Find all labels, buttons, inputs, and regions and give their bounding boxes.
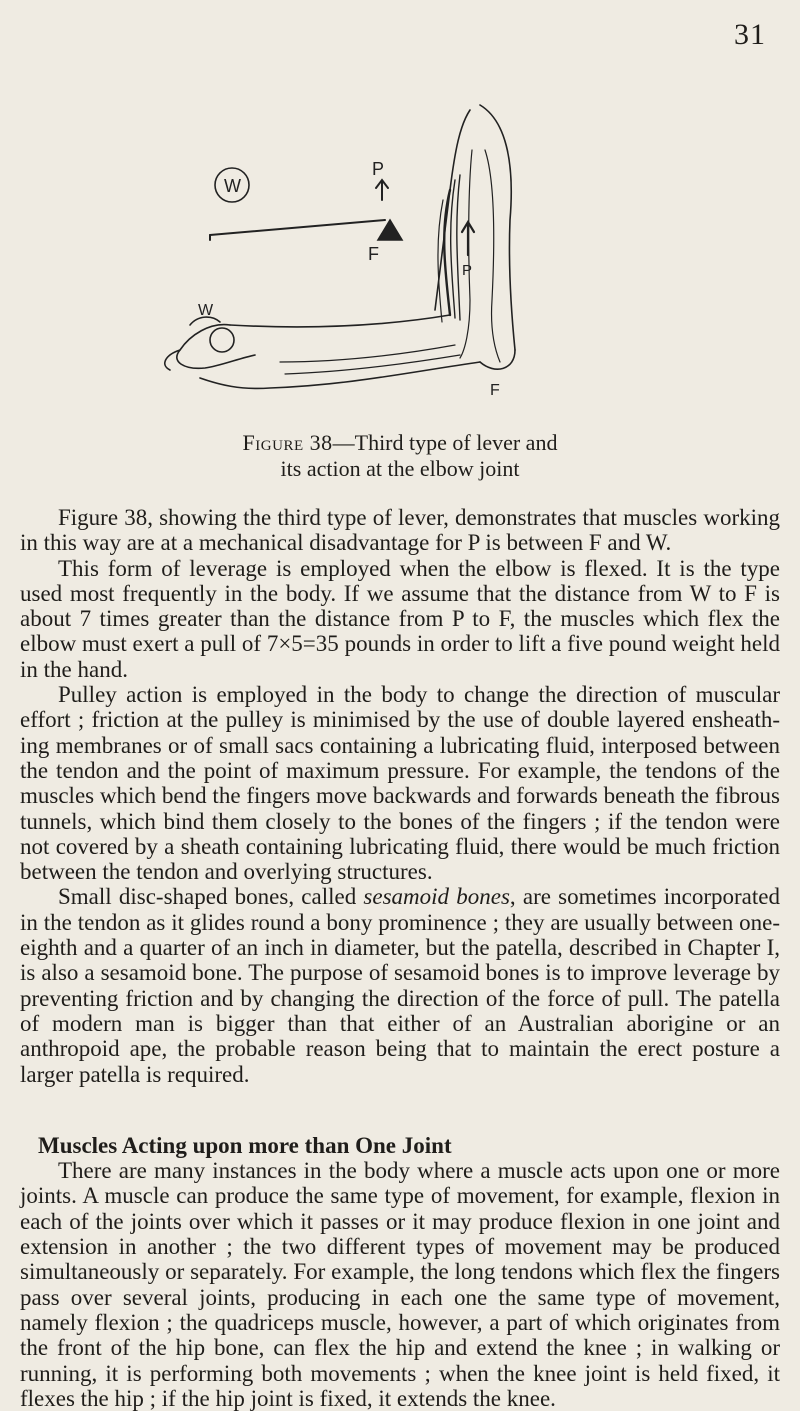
- paragraph-2: This form of leverage is employed when the elbow is flexed. It is the type used most frequently in the body. If we assume that the distance from W to F is about 7 times greater than the distance from P to F, the muscles which flex the elbow must exert a pull of 7×5=35 pounds in order to lift a five pound weight held in the hand.: [20, 555, 780, 682]
- weight-ball: [210, 328, 234, 352]
- elbow-lever-figure: [150, 100, 570, 430]
- figure-caption: [0, 430, 800, 482]
- page-number: 31: [734, 18, 766, 51]
- caption-line-1: [0, 430, 800, 456]
- paragraph-4-em: sesamoid bones: [363, 884, 510, 910]
- label-f-mid: F: [368, 244, 379, 264]
- forearm-top-outline: [230, 315, 450, 327]
- paragraph-5: There are many instances in the body where a muscle acts upon one or more joints. A muscle can produce the same type of movement, for example, flexion in each of the joints over which it passes or it may produce flexion in one joint and extension in another ; the two different types of movement may be produced simultaneously or separately. For example, the long tendons which flex the fingers pass over several joints, producing in each one the same type of movement, namely flexion ; the quadriceps muscle, however, a part of which originates from the front of the hip bone, can flex the hip and extend the knee ; in walking or running, it is performing both movements ; when the knee joint is held fixed, it flexes the hip ; if the hip joint is fixed, it extends the knee.: [20, 1158, 780, 1411]
- caption-rest: —Third type of lever and: [332, 430, 558, 455]
- upper-arm-outline-back: [480, 105, 515, 350]
- label-p-arm: P: [462, 262, 473, 279]
- caption-line-2: its action at the elbow joint: [280, 456, 520, 481]
- label-w-hand: W: [198, 302, 214, 319]
- caption-lead: Figure 38: [242, 430, 333, 455]
- paragraph-4: [20, 884, 780, 1086]
- label-f-elbow: F: [490, 382, 500, 399]
- paragraph-4-b: , are sometimes incorporated in the tendon as it glides round a bony prominence ; they are usually between one-eighth and a quarter of an inch in diameter, but the patella, described in Chapter I, is also a sesamoid bone. The purpose of sesamoid bones is to improve leverage by preventing friction and by changing the direction of the force of pull. The patella of modern man is bigger than that either of an Australian aborigine or an anthropoid ape, the probable reason being that to maintain the erect posture a larger patella is required.: [20, 884, 780, 1087]
- body-text: [0, 505, 800, 1411]
- section-heading: Muscles Acting upon more than One Joint: [38, 1132, 452, 1158]
- paragraph-4-a: Small disc-shaped bones, called: [58, 884, 364, 910]
- label-p-top: P: [372, 159, 385, 179]
- paragraph-3: Pulley action is employed in the body to change the direction of muscular effort ; friction at the pulley is minimised by the use of double layered ensheath-ing membranes or of small sacs containing a lubricating fluid, interposed between the tendon and the point of maximum pressure. For example, the tendons of the muscles which bend the fingers move backwards and forwards beneath the fibrous tunnels, which bind them closely to the bones of the fingers ; if the tendon were not covered by a sheath containing lubricating fluid, there would be much friction between the tendon and overlying structures.: [20, 682, 780, 885]
- label-w-top: W: [224, 176, 241, 196]
- elbow-lever-diagram: [150, 100, 570, 430]
- paragraph-1: Figure 38, showing the third type of lever, demonstrates that muscles working in this way are at a mechanical disadvantage for P is between F and W.: [20, 505, 780, 556]
